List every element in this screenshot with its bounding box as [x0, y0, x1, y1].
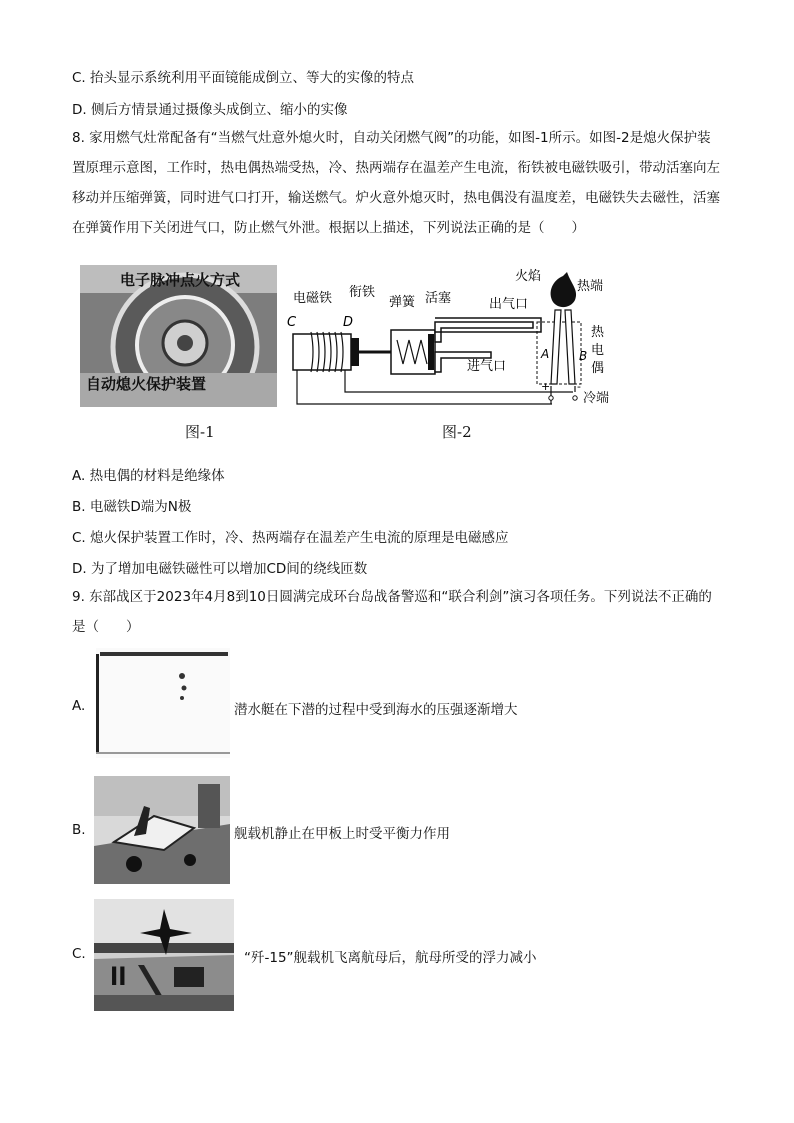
label-outlet: 出气口 — [489, 297, 529, 312]
q8-option-b: B. 电磁铁D端为N极 — [72, 499, 192, 515]
svg-text:ll: ll — [110, 963, 127, 991]
label-thermocouple-1: 热 — [591, 325, 605, 340]
q7-option-d: D. 侧后方情景通过摄像头成倒立、缩小的实像 — [72, 102, 348, 118]
wire-top — [345, 370, 573, 392]
label-thermocouple-3: 偶 — [591, 361, 605, 376]
wire-bottom — [297, 370, 552, 404]
label-inlet: 进气口 — [467, 359, 507, 374]
q9-option-c-label: C. — [72, 946, 86, 962]
label-d: D — [343, 315, 354, 330]
armature — [351, 338, 359, 366]
label-flame: 火焰 — [515, 269, 542, 284]
thermocouple-wire-b — [565, 310, 575, 384]
label-thermocouple-2: 电 — [591, 343, 605, 358]
q9-option-b-label: B. — [72, 822, 86, 838]
q8-option-c: C. 熄火保护装置工作时，冷、热两端存在温差产生电流的原理是电磁感应 — [72, 530, 509, 546]
figure-1-caption: 图-1 — [185, 423, 215, 441]
figure-1-top-text: 电子脉冲点火方式 — [120, 271, 241, 289]
figure-1-drawing — [80, 265, 277, 407]
submarine-photo — [96, 648, 230, 758]
figure-1-bottom-text: 自动熄火保护装置 — [86, 375, 207, 393]
figure-1-photo — [80, 265, 277, 407]
label-cold-end: 冷端 — [583, 391, 610, 406]
thermocouple-wire-a — [551, 310, 561, 384]
label-b: B — [579, 349, 588, 363]
label-c: C — [287, 315, 297, 330]
label-a: A — [541, 347, 550, 361]
q8-stem: 8. 家用燃气灶常配备有“当燃气灶意外熄火时，自动关闭燃气阀”的功能，如图-1所示。如图-2是熄火保护装置原理示意图，工作时，热电偶热端受热，冷、热两端存在温差产生电流，衔铁被电磁铁吸引，带动活塞向左移动并压缩弹簧，同时进气口打开，输送燃气。炉火意外熄灭时，热电偶没有温度差，电磁铁失去磁性，活塞在弹簧作用下关闭进气口，防止燃气外泄。根据以上描述，下列说法正确的是（ ） — [72, 130, 720, 236]
q8-option-d: D. 为了增加电磁铁磁性可以增加CD间的绕线匝数 — [72, 561, 368, 577]
q9-stem: 9. 东部战区于2023年4月8到10日圆满完成环台岛战备警巡和“联合利剑”演习各项任务。下列说法不正确的是（ ） — [72, 589, 712, 635]
label-armature: 衔铁 — [349, 285, 376, 300]
label-plus: + — [541, 380, 551, 393]
piston — [428, 334, 434, 370]
label-spring: 弹簧 — [389, 295, 416, 310]
flame-icon — [551, 272, 576, 307]
figure-2-diagram — [285, 262, 620, 412]
q9-option-c-text: “歼-15”舰载机飞离航母后，航母所受的浮力减小 — [244, 950, 537, 966]
carrier-aircraft-photo — [94, 776, 230, 884]
label-electromagnet: 电磁铁 — [293, 291, 333, 306]
q9-option-a-label: A. — [72, 698, 86, 714]
q9-option-a-text: 潜水艇在下潜的过程中受到海水的压强逐渐增大 — [234, 702, 518, 718]
j15-carrier-photo — [94, 899, 234, 1011]
label-piston: 活塞 — [425, 291, 452, 306]
label-hot-end: 热端 — [577, 279, 604, 294]
q9-option-b-text: 舰载机静止在甲板上时受平衡力作用 — [234, 826, 450, 842]
q8-option-a: A. 热电偶的材料是绝缘体 — [72, 468, 225, 484]
q7-option-c: C. 抬头显示系统利用平面镜能成倒立、等大的实像的特点 — [72, 70, 415, 86]
label-minus: - — [577, 380, 581, 393]
figure-2-caption: 图-2 — [442, 423, 472, 441]
